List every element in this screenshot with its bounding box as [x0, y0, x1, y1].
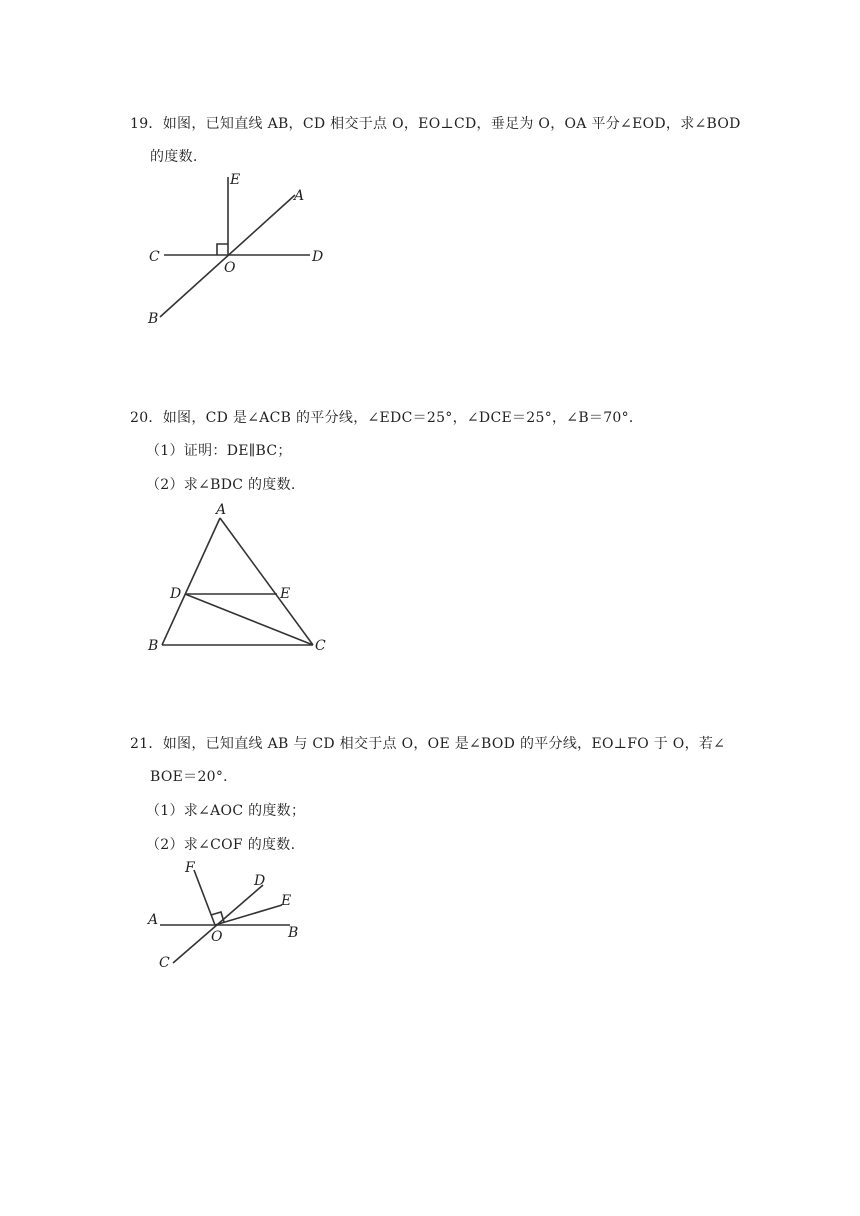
q19-label-O: O [224, 260, 236, 276]
q20-side-AB [162, 518, 220, 645]
q21-label-B: B [288, 925, 299, 941]
q21-label-E: E [281, 893, 292, 909]
q21-label-D: D [254, 873, 266, 889]
q21-part2: （2）求∠COF 的度数. [146, 837, 296, 853]
q20-label-C: C [315, 638, 326, 654]
q19-right-angle-mark [217, 244, 228, 255]
q20-label-E: E [280, 586, 291, 602]
q21-label-O: O [211, 929, 223, 945]
q19-label-D: D [312, 249, 324, 265]
q20-figure [145, 500, 345, 660]
q20-text-line1: 20．如图，CD 是∠ACB 的平分线，∠EDC＝25°，∠DCE＝25°，∠B＝70°． [130, 410, 644, 426]
q19-label-A: A [294, 188, 305, 204]
q19-label-C: C [149, 249, 160, 265]
q21-text-line1: 21．如图，已知直线 AB 与 CD 相交于点 O，OE 是∠BOD 的平分线，EO⊥FO 于 O，若∠ [130, 736, 726, 752]
q21-label-C: C [159, 955, 170, 971]
q19-text-line2: 的度数. [150, 149, 198, 165]
q20-part2: （2）求∠BDC 的度数. [146, 477, 296, 493]
q21-label-A: A [148, 912, 159, 928]
q20-part1: （1）证明：DE∥BC； [146, 443, 292, 459]
q20-label-B: B [148, 638, 159, 654]
q21-figure [140, 855, 320, 975]
q19-label-B: B [148, 311, 159, 327]
q19-text-line1: 19．如图，已知直线 AB，CD 相交于点 O，EO⊥CD，垂足为 O，OA 平分∠EOD，求∠BOD [130, 116, 741, 132]
q21-text-line2: BOE＝20°． [150, 769, 238, 785]
q19-figure [140, 165, 340, 335]
q21-part1: （1）求∠AOC 的度数； [146, 803, 306, 819]
q21-ray-OF [194, 870, 215, 925]
q20-label-D: D [170, 586, 182, 602]
q20-label-A: A [216, 502, 227, 518]
q19-label-E: E [230, 172, 241, 188]
q21-ray-OE [215, 905, 282, 925]
q21-label-F: F [185, 860, 195, 876]
